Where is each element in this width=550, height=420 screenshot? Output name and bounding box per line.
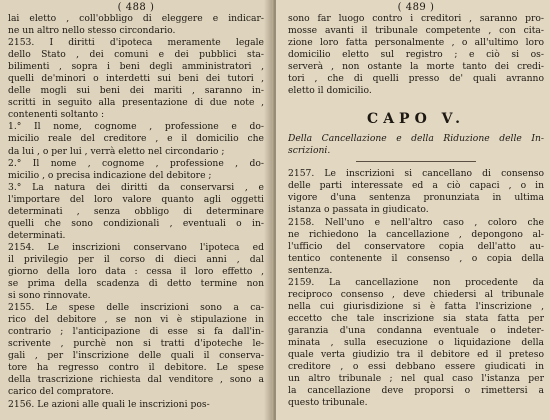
text-line: reciproco consenso , deve chiedersi al tribunale	[288, 288, 544, 300]
text-line: un altro tribunale ; nel qual caso l'istanza per	[288, 373, 544, 385]
text-line: eletto il domicilio.	[288, 85, 372, 97]
text-line: delle parti interessate ed a ciò capaci , o in	[288, 180, 544, 192]
text-line: istanza o passata in giudicato.	[288, 204, 429, 216]
text-line: ne richiedono la cancellazione , depongono al-	[288, 228, 544, 240]
text-line: contrario ; l'anticipazione di esse si fa dall'in-	[8, 326, 264, 338]
text-line: zione loro fatta personalmente , o all'ultimo loro	[288, 37, 544, 49]
text-line: garanzia d'una condanna eventuale o indeter-	[288, 324, 544, 336]
text-line: contenenti soltanto :	[8, 109, 105, 121]
chapter-subtitle	[288, 133, 544, 157]
text-line: 1.° Il nome, cognome , professione e do-	[8, 121, 264, 133]
text-line: mosse avanti il tribunale competente , con cita-	[288, 25, 544, 37]
text-line: l'ufficio del conservatore copia dell'atto au-	[288, 240, 544, 252]
text-line: quale verta giudizio tra il debitore ed il preteso	[288, 349, 544, 361]
text-line: minata , sulla esecuzione o liquidazione della	[288, 336, 544, 348]
text-line: determinati.	[8, 229, 66, 241]
text-line: gali , per l'inscrizione delle quali il conserva-	[8, 350, 264, 362]
text-line: si sono rinnovate.	[8, 290, 91, 302]
text-line: vigore d'una sentenza pronunziata in ultima	[288, 192, 544, 204]
text-line: da lui , o per lui , verrà eletto nel circondario ;	[8, 145, 225, 157]
text-line: micilio , o precisa indicazione del debitore ;	[8, 169, 212, 181]
text-line: dello Stato , dei comuni e dei pubblici sta-	[8, 49, 264, 61]
subtitle-line: scrizioni.	[288, 145, 331, 157]
right-page	[276, 0, 550, 420]
text-line: il privilegio per il corso di dieci anni , dal	[8, 253, 264, 265]
text-line: quelli che sono condizionali , eventuali o in-	[8, 217, 264, 229]
text-line: creditore , o essi debbano essere giudicati in	[288, 361, 544, 373]
text-line: quelli de'minori o interdetti sui beni dei tutori ,	[8, 73, 264, 85]
left-page-number: ( 488 )	[117, 2, 155, 13]
text-line: scritti in seguito alla presentazione di due note ,	[8, 97, 264, 109]
text-line: sono far luogo contro i creditori , saranno pro-	[288, 13, 544, 24]
text-line: serverà , non ostante la morte tanto dei credi-	[288, 61, 544, 73]
text-line: lai eletto , coll'obbligo di eleggere e indicar-	[8, 13, 264, 24]
text-line: 2153. I diritti d'ipoteca meramente legale	[8, 37, 264, 49]
chapter-title: CAPO V.	[367, 111, 465, 128]
right-page-text-top	[288, 13, 544, 97]
text-line: scrivente , purchè non si tratti d'ipoteche le-	[8, 338, 264, 350]
text-line: 2157. Le inscrizioni si cancellano di consenso	[288, 168, 544, 180]
text-line: tore ha regresso contro il debitore. Le spese	[8, 362, 264, 374]
text-line: ne un altro nello stesso circondario.	[8, 25, 176, 37]
text-line: sentenza.	[288, 264, 333, 276]
section-divider	[356, 161, 476, 162]
subtitle-line: Della Cancellazione e della Riduzione delle In-	[288, 133, 544, 145]
text-line: rico del debitore , se non vi è stipulazione in	[8, 314, 264, 326]
text-line: tori , che di quelli presso de' quali avranno	[288, 73, 544, 85]
text-line: 2158. Nell'uno e nell'altro caso , coloro che	[288, 216, 544, 228]
text-line: questo tribunale.	[288, 397, 368, 409]
text-line: domicilio eletto sul registro ; e ciò si os-	[288, 49, 544, 61]
right-page-number: ( 489 )	[397, 2, 435, 13]
text-line: 2155. Le spese delle inscrizioni sono a ca-	[8, 302, 264, 314]
text-line: carico del compratore.	[8, 386, 114, 398]
text-line: giorno della loro data : cessa il loro effetto ,	[8, 265, 264, 277]
text-line: eccetto che tale inscrizione sia stata fatta per	[288, 312, 544, 324]
text-line: micilio reale del creditore , e il domicilio che	[8, 133, 264, 145]
text-line: 3.° La natura dei diritti da conservarsi , e	[8, 181, 264, 193]
text-line: delle mogli sui beni dei mariti , saranno in-	[8, 85, 264, 97]
right-page-text-bottom	[288, 168, 544, 409]
left-page-text	[8, 13, 264, 411]
text-line: 2156. Le azioni alle quali le inscrizioni pos-	[8, 398, 210, 410]
text-line: l'importare del loro valore quanto agli oggetti	[8, 193, 264, 205]
text-line: della trascrizione richiesta dal venditore , sono a	[8, 374, 264, 386]
left-page	[0, 0, 274, 420]
text-line: 2154. Le inscrizioni conservano l'ipoteca ed	[8, 241, 264, 253]
text-line: se prima della scadenza di detto termine non	[8, 278, 264, 290]
text-line: 2159. La cancellazione non procedente da	[288, 276, 544, 288]
text-line: 2.° Il nome , cognome , professione , do-	[8, 157, 264, 169]
text-line: determinati , senza obbligo di determinare	[8, 205, 264, 217]
text-line: bilimenti , sopra i beni degli amministratori ,	[8, 61, 264, 73]
text-line: la cancellazione deve proporsi o rimettersi a	[288, 385, 544, 397]
text-line: nella cui giurisdizione si è fatta l'inscrizione ,	[288, 300, 544, 312]
text-line: tentico contenente il consenso , o copia della	[288, 252, 544, 264]
